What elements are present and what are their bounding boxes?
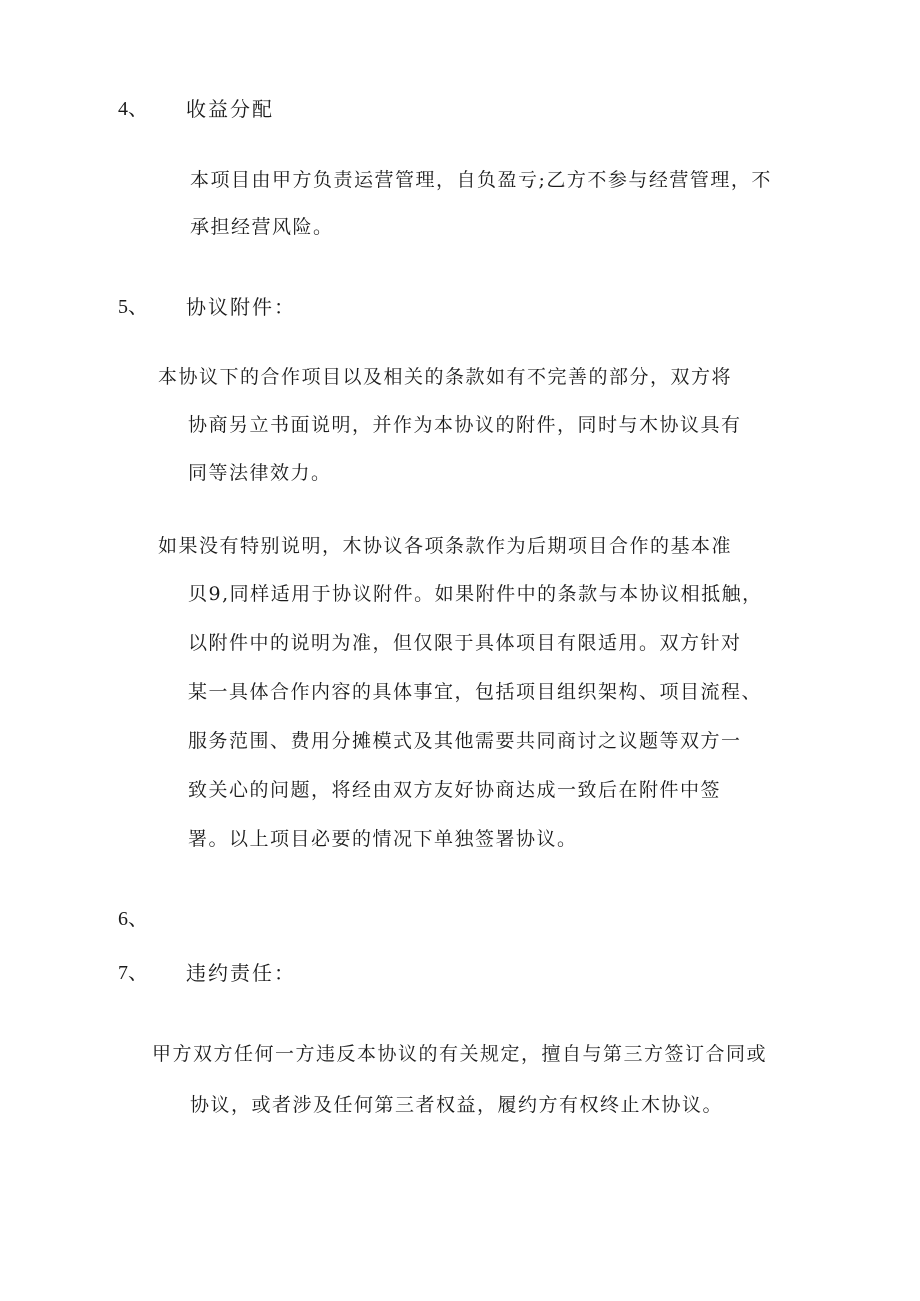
section-5-para-2-line-7: 署。以上项目必要的情况下单独签署协议。 [188,828,578,850]
section-5-para-2-line-2: 贝9,同样适用于协议附件。如果附件中的条款与本协议相抵触， [188,583,763,605]
section-4-title: 收益分配 [186,97,274,121]
section-5-para-2-line-4: 某一具体合作内容的具体事宜，包括项目组织架构、项目流程、 [188,681,763,703]
section-7-number: 7、 [118,962,148,984]
section-5-para-1-line-1: 本协议下的合作项目以及相关的条款如有不完善的部分，双方将 [158,366,733,388]
section-5-para-2-line-3: 以附件中的说明为准，但仅限于具体项目有限适用。双方针对 [188,632,742,654]
section-7-title: 违约责任： [186,961,296,985]
section-7-para-1-line-1: 甲方双方任何一方违反本协议的有关规定，擅自与第三方签订合同或 [152,1043,768,1065]
section-6-number: 6、 [118,908,148,930]
section-5-para-2-line-1: 如果没有特别说明，木协议各项条款作为后期项目合作的基本准 [158,535,733,557]
section-4-number: 4、 [118,98,148,120]
section-7-para-1-line-2: 协议，或者涉及任何第三者权益，履约方有权终止木协议。 [190,1094,724,1116]
section-5-para-2-line-5: 服务范围、费用分摊模式及其他需要共同商讨之议题等双方一 [188,730,742,752]
section-5-para-2-line-6: 致关心的问题，将经由双方友好协商达成一致后在附件中签 [188,779,722,801]
section-5-para-1-line-3: 同等法律效力。 [188,462,332,484]
section-4-para-1-line-1: 本项目由甲方负责运营管理，自负盈亏;乙方不参与经营管理，不 [190,169,772,191]
section-5-title: 协议附件： [186,295,296,319]
section-5-para-1-line-2: 协商另立书面说明，并作为本协议的附件，同时与木协议具有 [188,414,742,436]
section-5-number: 5、 [118,296,148,318]
section-4-para-1-line-2: 承担经营风险。 [190,216,334,238]
